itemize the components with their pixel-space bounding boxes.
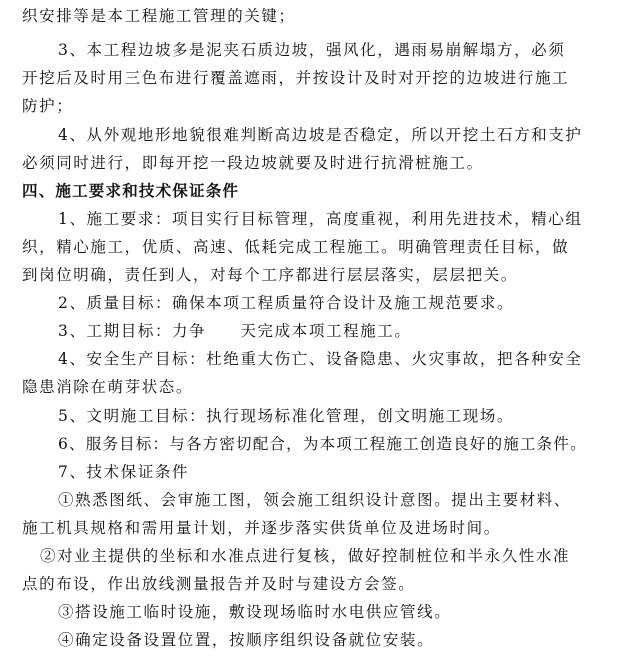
paragraph-line: 6、服务目标：与各方密切配合，为本项工程施工创造良好的施工条件。: [58, 435, 587, 453]
paragraph-line: 隐患消除在萌芽状态。: [22, 378, 194, 396]
paragraph-line: 点的布设，作出放线测量报告并及时与建设方会签。: [22, 575, 416, 593]
paragraph-line: 1、施工要求：项目实行目标管理，高度重视，利用先进技术，精心组: [58, 210, 583, 228]
paragraph-line: ④确定设备设置位置，按顺序组织设备就位安装。: [58, 631, 435, 649]
paragraph-line: 必须同时进行，即每开挖一段边坡就要及时进行抗滑桩施工。: [22, 154, 484, 172]
paragraph-line: 3、本工程边坡多是泥夹石质边坡，强风化，遇雨易崩解塌方，必须: [58, 41, 566, 59]
section-heading: 四、施工要求和技术保证条件: [22, 181, 240, 200]
paragraph-line: 3、工期目标：力争 天完成本项工程施工。: [58, 322, 412, 340]
paragraph-line: 7、技术保证条件: [58, 463, 190, 481]
paragraph-line: 4、从外观地形地貌很难判断高边坡是否稳定，所以开挖土石方和支护: [58, 126, 583, 144]
page-edge-mask: [621, 0, 627, 660]
paragraph-line: 开挖后及时用三色布进行覆盖遮雨，并按设计及时对开挖的边坡进行施工: [22, 69, 570, 87]
paragraph-line: 到岗位明确，责任到人，对每个工序都进行层层落实，层层把关。: [22, 266, 518, 284]
paragraph-line: 织安排等是本工程施工管理的关键；: [22, 7, 296, 25]
paragraph-line: 防护；: [22, 97, 74, 115]
paragraph-line: 5、文明施工目标：执行现场标准化管理，创文明施工现场。: [58, 407, 515, 425]
paragraph-line: 织，精心施工，优质、高速、低耗完成工程施工。明确管理责任目标，做: [22, 238, 570, 256]
paragraph-line: ③搭设施工临时设施，敷设现场临时水电供应管线。: [58, 603, 452, 621]
paragraph-line: ①熟悉图纸、会审施工图，领会施工组织设计意图。提出主要材料、: [58, 491, 572, 509]
paragraph-line: 4、安全生产目标：杜绝重大伤亡、设备隐患、火灾事故，把各种安全: [58, 350, 583, 368]
paragraph-line: 施工机具规格和需用量计划，并逐步落实供货单位及进场时间。: [22, 519, 501, 537]
paragraph-line: ②对业主提供的坐标和水准点进行复核，做好控制桩位和半永久性水准: [40, 547, 571, 565]
paragraph-line: 2、质量目标：确保本项工程质量符合设计及施工规范要求。: [58, 294, 515, 312]
